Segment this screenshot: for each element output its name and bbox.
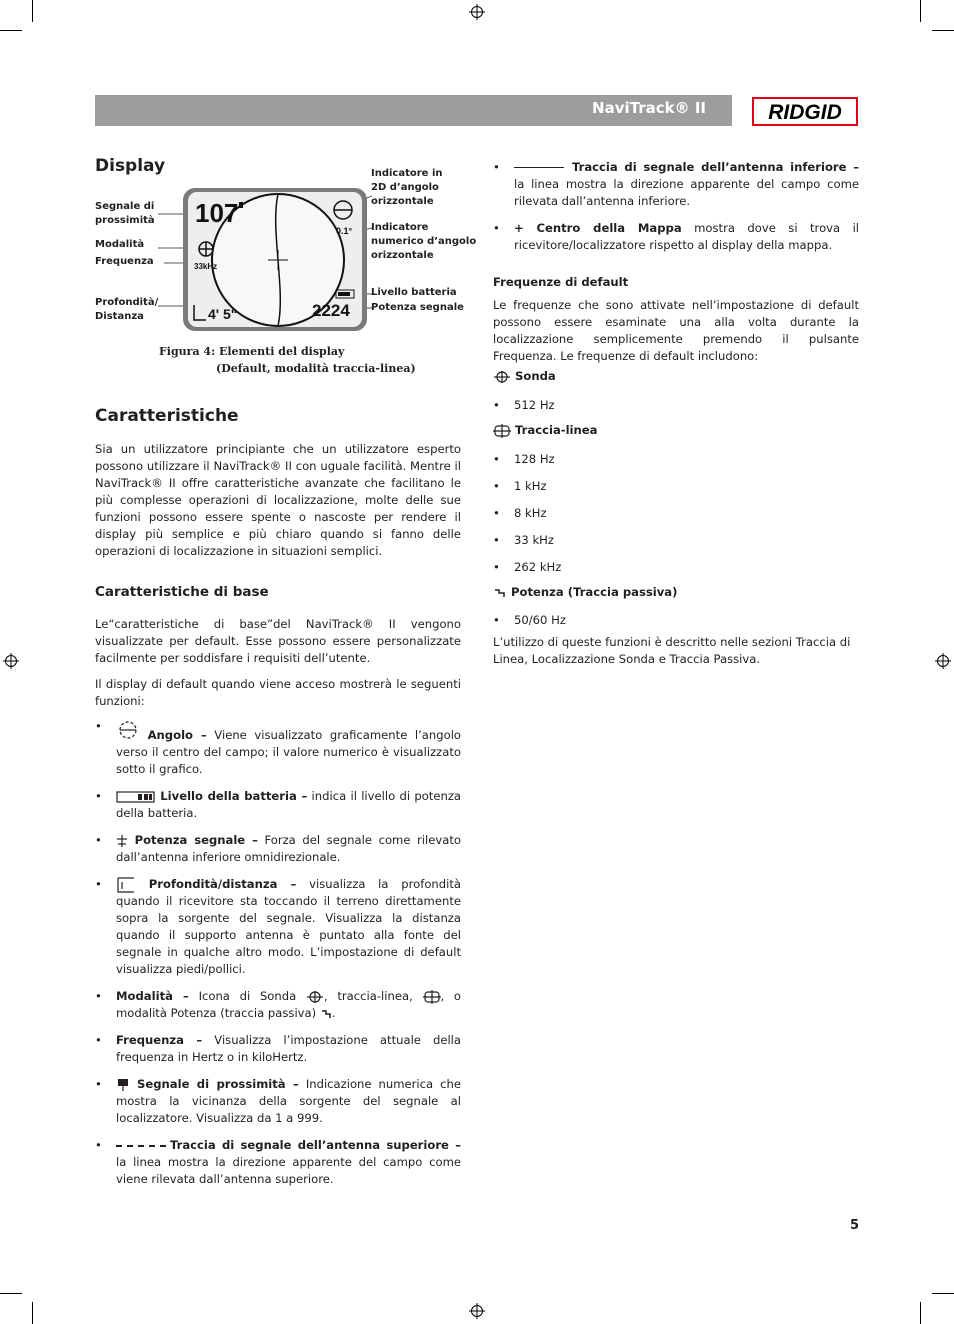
line-trace-freq-list bbox=[493, 451, 859, 576]
battery-icon bbox=[116, 791, 156, 803]
list-item: • Frequenza – Visualizza l’impostazione attuale della frequenza in Hertz o in kiloHertz. bbox=[95, 1032, 461, 1066]
sonde-icon bbox=[493, 370, 511, 384]
power-icon bbox=[320, 1008, 332, 1020]
list-item: • Traccia di segnale dell’antenna superiore – la linea mostra la direzione apparente del campo come viene rilevata dall’antenna superiore. bbox=[95, 1137, 461, 1188]
list-item: • 50/60 Hz bbox=[493, 612, 859, 629]
list-item: • 33 kHz bbox=[493, 532, 859, 549]
svg-text:33kHz: 33kHz bbox=[194, 262, 218, 271]
default-freq-heading: Frequenze di default bbox=[493, 275, 629, 289]
svg-text:2224: 2224 bbox=[312, 301, 350, 320]
base-features-list bbox=[95, 718, 461, 1198]
list-item: • 128 Hz bbox=[493, 451, 859, 468]
line-trace-icon bbox=[423, 990, 441, 1004]
list-item: • 512 Hz bbox=[493, 397, 859, 414]
label-frequency: Frequenza bbox=[95, 256, 154, 267]
header-bar bbox=[95, 95, 732, 126]
dashed-line-icon bbox=[116, 1145, 166, 1147]
crop-mark bbox=[920, 0, 921, 22]
sonde-icon bbox=[306, 990, 324, 1004]
crop-mark bbox=[920, 1302, 921, 1324]
map-features-list bbox=[493, 159, 859, 264]
figure-caption: Figura 4: Elementi del display (Default, modalità traccia-linea) bbox=[159, 345, 416, 375]
svg-text:RIDGID: RIDGID bbox=[768, 101, 842, 124]
signal-strength-icon bbox=[116, 834, 128, 848]
list-item: • 262 kHz bbox=[493, 559, 859, 576]
label-angle-2d: Indicatore in 2D d’angolo orizzontale bbox=[371, 168, 443, 207]
list-item: • + Centro della Mappa mostra dove si trova il ricevitore/localizzatore rispetto al display della mappa. bbox=[493, 220, 859, 254]
label-depth: Profondità/ Distanza bbox=[95, 297, 159, 322]
power-icon bbox=[493, 587, 507, 599]
crop-mark bbox=[32, 0, 33, 22]
product-title: NaviTrack® II bbox=[592, 99, 706, 117]
crop-mark bbox=[932, 30, 954, 31]
crop-mark bbox=[0, 1293, 22, 1294]
label-mode: Modalità bbox=[95, 239, 145, 250]
label-signal: Potenza segnale bbox=[371, 302, 464, 313]
registration-mark-icon bbox=[3, 653, 19, 669]
svg-text:4' 5": 4' 5" bbox=[208, 306, 238, 322]
label-proximity: Segnale di prossimità bbox=[95, 201, 155, 226]
closing-paragraph: L’utilizzo di queste funzioni è descritto nelle sezioni Traccia di Linea, Localizzazione Sonda e Traccia Passiva. bbox=[493, 635, 851, 666]
crop-mark bbox=[0, 30, 22, 31]
registration-mark-icon bbox=[469, 4, 485, 20]
registration-mark-icon bbox=[469, 1303, 485, 1319]
label-angle-numeric: Indicatore numerico d’angolo orizzontale bbox=[371, 222, 477, 261]
list-item: • Traccia di segnale dell’antenna inferiore – la linea mostra la direzione apparente del campo come rilevata dall’antenna inferiore. bbox=[493, 159, 859, 210]
solid-line-icon bbox=[514, 167, 564, 168]
list-item: • Angolo – Viene visualizzato graficamente l’angolo verso il centro del campo; il valore numerico è visualizzato sotto il grafico. bbox=[95, 718, 461, 778]
sonde-freq-list bbox=[493, 397, 859, 414]
crop-mark bbox=[932, 1293, 954, 1294]
group-line-trace: Traccia-linea bbox=[493, 423, 597, 438]
list-item: • Profondità/distanza – visualizza la profondità quando il ricevitore sta toccando il terreno direttamente sopra la sorgente del segnale. Visualizza la distanza quando il supporto antenna è puntato alla fonte del segnale in qualche altro modo. L’impostazione di default visualizza piedi/pollici. bbox=[95, 876, 461, 978]
base-features-p2: Il display di default quando viene acceso mostrerà le seguenti funzioni: bbox=[95, 677, 461, 708]
proximity-icon bbox=[116, 1078, 130, 1092]
ridgid-logo bbox=[752, 97, 858, 126]
power-freq-list bbox=[493, 612, 859, 629]
display-figure bbox=[150, 180, 372, 333]
list-item: • 1 kHz bbox=[493, 478, 859, 495]
features-intro: Sia un utilizzatore principiante che un utilizzatore esperto possono utilizzare il NaviTrack® II con uguale facilità. Mentre il NaviTrack® II offre caratteristiche avanzate che facilitano le più complesse operazioni di localizzazione, molte delle sue funzioni possono essere spente o nascoste per rendere il display più semplice e più chiaro quando si fanno delle operazioni di localizzazione in situazioni semplici. bbox=[95, 442, 461, 558]
list-item: • Livello della batteria – indica il livello di potenza della batteria. bbox=[95, 788, 461, 822]
group-sonde: Sonda bbox=[493, 369, 556, 384]
line-trace-icon bbox=[493, 424, 511, 438]
list-item: • 8 kHz bbox=[493, 505, 859, 522]
list-item: • Potenza segnale – Forza del segnale come rilevato dall’antenna inferiore omnidirezionale. bbox=[95, 832, 461, 866]
base-features-heading: Caratteristiche di base bbox=[95, 584, 269, 600]
default-freq-intro: Le frequenze che sono attivate nell’impostazione di default possono essere esaminate una alla volta durante la localizzazione semplicemente premendo il pulsante Frequenza. Le frequenze di default includono: bbox=[493, 298, 859, 363]
group-power: Potenza (Traccia passiva) bbox=[493, 585, 677, 599]
svg-text:107: 107 bbox=[195, 198, 239, 228]
list-item: • Segnale di prossimità – Indicazione numerica che mostra la vicinanza della sorgente del segnale al localizzatore. Visualizza da 1 a 999. bbox=[95, 1076, 461, 1127]
svg-text:0.1°: 0.1° bbox=[336, 226, 353, 236]
registration-mark-icon bbox=[935, 653, 951, 669]
label-battery: Livello batteria bbox=[371, 287, 457, 298]
angle-icon bbox=[116, 719, 140, 741]
page-number: 5 bbox=[849, 1218, 859, 1233]
list-item: • Modalità – Icona di Sonda , traccia-linea, , o modalità Potenza (traccia passiva) . bbox=[95, 988, 461, 1022]
crop-mark bbox=[32, 1302, 33, 1324]
base-features-p1: Le“caratteristiche di base”del NaviTrack® II vengono visualizzate per default. Esse possono essere personalizzate facilmente per soddisfare i requisiti dell’utente. bbox=[95, 617, 461, 665]
display-heading: Display bbox=[95, 156, 166, 176]
features-heading: Caratteristiche bbox=[95, 406, 239, 426]
depth-icon bbox=[116, 877, 136, 893]
